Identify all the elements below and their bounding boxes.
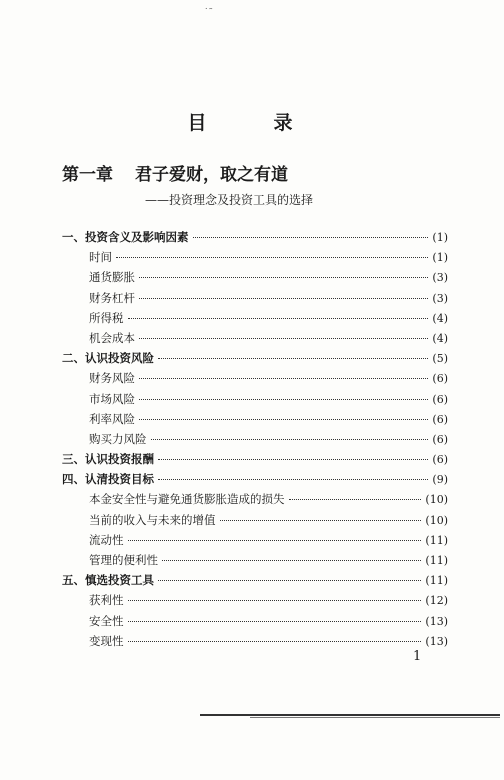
- toc-entry-label: 市场风险: [89, 391, 135, 406]
- toc-entry-label: 管理的便利性: [89, 553, 158, 567]
- toc-entry-page: (1): [432, 251, 448, 265]
- scan-mark: ˙˜: [204, 8, 213, 18]
- toc-subentry: [62, 512, 448, 532]
- toc-entry-label: 当前的收入与未来的增值: [89, 512, 216, 527]
- toc-subentry: [62, 613, 448, 633]
- chapter-name: 君子爱财，取之有道: [135, 165, 288, 185]
- dot-leader: [158, 459, 428, 460]
- toc-entry-label: 变现性: [89, 633, 124, 648]
- dot-leader: [139, 338, 428, 339]
- toc-subentry: [62, 532, 448, 552]
- toc-entry-page: (6): [432, 453, 448, 467]
- toc-entry-label: 所得税: [89, 310, 124, 325]
- toc-entry-label: 二、认识投资风险: [62, 351, 154, 366]
- dot-leader: [128, 600, 422, 601]
- toc-entry-page: (4): [432, 311, 448, 325]
- toc-section-entry: [62, 350, 448, 370]
- toc-entry-label: 财务杠杆: [89, 290, 135, 305]
- toc-subentry: [62, 431, 448, 451]
- dot-leader: [139, 419, 428, 420]
- toc-subentry: [62, 391, 448, 411]
- scan-edge-line: [200, 714, 500, 716]
- toc-subentry: [62, 330, 448, 350]
- toc-subentry: [62, 491, 448, 511]
- dot-leader: [158, 358, 428, 359]
- toc-entry-label: 购买力风险: [89, 431, 147, 446]
- dot-leader: [116, 257, 428, 258]
- toc-entry-label: 一、投资含义及影响因素: [62, 230, 189, 244]
- chapter-heading: [62, 160, 288, 185]
- dot-leader: [220, 520, 422, 521]
- toc-entry-label: 时间: [89, 250, 112, 265]
- chapter-subtitle: ——投资理念及投资工具的选择: [145, 193, 314, 207]
- toc-entry-page: (13): [425, 614, 448, 628]
- toc-entry-page: (6): [432, 432, 448, 446]
- dot-leader: [151, 439, 429, 440]
- toc-entry-page: (5): [432, 352, 448, 366]
- dot-leader: [139, 298, 428, 299]
- toc-subentry: [62, 370, 448, 390]
- toc-entry-label: 利率风险: [89, 411, 135, 426]
- toc-subentry: [62, 633, 448, 653]
- toc-entry-page: (11): [425, 533, 448, 547]
- toc-entry-page: (6): [432, 392, 448, 406]
- toc-entry-label: 获利性: [89, 593, 124, 608]
- toc-entry-label: 通货膨胀: [89, 270, 135, 285]
- dot-leader: [128, 641, 422, 642]
- scan-edge-line-secondary: [250, 717, 500, 718]
- dot-leader: [158, 580, 421, 581]
- toc-entry-page: (6): [432, 372, 448, 386]
- page-number: 1: [413, 649, 422, 664]
- dot-leader: [162, 560, 421, 561]
- toc-subentry: [62, 290, 448, 310]
- toc-entry-page: (3): [432, 291, 448, 305]
- dot-leader: [289, 499, 422, 500]
- toc-entry-page: (12): [425, 594, 448, 608]
- toc-entry-page: (1): [432, 231, 448, 244]
- toc-subentry: [62, 552, 448, 572]
- toc-entry-page: (13): [425, 634, 448, 648]
- toc-subentry: [62, 411, 448, 431]
- chapter-label: 第一章: [62, 165, 113, 185]
- toc-entry-page: (10): [425, 493, 448, 507]
- dot-leader: [128, 318, 429, 319]
- toc-entry-page: (11): [425, 574, 448, 588]
- toc-entry-page: (11): [425, 554, 448, 567]
- dot-leader: [128, 540, 422, 541]
- dot-leader: [158, 479, 428, 480]
- table-of-contents: [62, 229, 448, 653]
- toc-entry-page: (4): [432, 331, 448, 345]
- toc-subentry: [62, 592, 448, 612]
- dot-leader: [139, 378, 428, 379]
- toc-entry-label: 四、认清投资目标: [62, 472, 154, 487]
- toc-entry-label: 机会成本: [89, 330, 135, 345]
- page-title: 目 录: [187, 112, 317, 134]
- toc-section-entry: [62, 229, 448, 249]
- dot-leader: [139, 399, 428, 400]
- toc-entry-page: (6): [432, 412, 448, 426]
- toc-section-entry: [62, 572, 448, 592]
- toc-entry-label: 五、慎选投资工具: [62, 573, 154, 588]
- toc-entry-label: 财务风险: [89, 371, 135, 386]
- toc-entry-label: 本金安全性与避免通货膨胀造成的损失: [89, 492, 285, 507]
- toc-entry-label: 安全性: [89, 613, 124, 628]
- toc-entry-label: 流动性: [89, 532, 124, 547]
- toc-subentry: [62, 269, 448, 289]
- toc-entry-page: (9): [432, 473, 448, 487]
- dot-leader: [193, 237, 429, 238]
- toc-entry-label: 三、认识投资报酬: [62, 452, 154, 467]
- toc-subentry: [62, 310, 448, 330]
- toc-section-entry: [62, 471, 448, 491]
- dot-leader: [139, 277, 428, 278]
- toc-section-entry: [62, 451, 448, 471]
- toc-entry-page: (3): [432, 271, 448, 285]
- toc-entry-page: (10): [425, 513, 448, 527]
- toc-subentry: [62, 249, 448, 269]
- dot-leader: [128, 621, 422, 622]
